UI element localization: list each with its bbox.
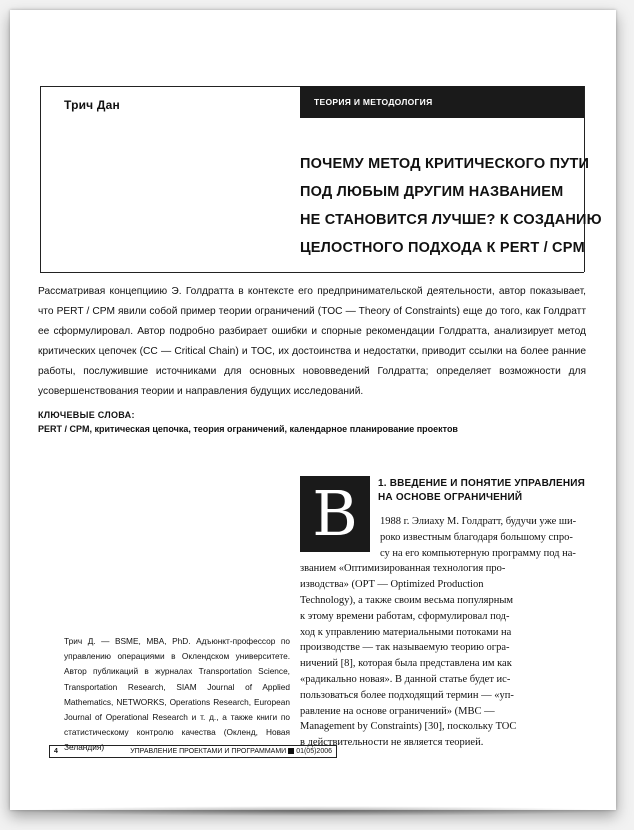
journal-name: УПРАВЛЕНИЕ ПРОЕКТАМИ И ПРОГРАММАМИ <box>130 748 287 755</box>
journal-info <box>130 746 332 757</box>
header-bottom-rule <box>40 272 584 273</box>
body-line: званием «Оптимизированная технология про- <box>300 563 506 575</box>
body-line: ничений [8], которая была представлена им как <box>300 658 512 670</box>
body-line: су на его компьютерную программу под на- <box>380 547 576 559</box>
body-line: в действительности не является теорией. <box>300 737 484 749</box>
keywords-list: PERT / CPM, критическая цепочка, теория ограничений, календарное планирование проектов <box>38 424 458 434</box>
section-heading-line: 1. ВВЕДЕНИЕ И ПОНЯТИЕ УПРАВЛЕНИЯ <box>378 478 586 489</box>
section-label: ТЕОРИЯ И МЕТОДОЛОГИЯ <box>300 86 584 118</box>
title-line: ПОД ЛЮБЫМ ДРУГИМ НАЗВАНИЕМ <box>300 184 564 200</box>
body-line: равление на основе ограничений» (MBC — <box>300 705 495 717</box>
title-line: ЦЕЛОСТНОГО ПОДХОДА К PERT / CPM <box>300 240 585 256</box>
section-heading-line: НА ОСНОВЕ ОГРАНИЧЕНИЙ <box>378 492 523 503</box>
body-line: роко известным благодаря большому спро- <box>380 531 573 543</box>
author-name: Трич Дан <box>64 98 120 112</box>
drop-cap: В <box>300 476 370 552</box>
title-line: НЕ СТАНОВИТСЯ ЛУЧШЕ? К СОЗДАНИЮ <box>300 212 602 228</box>
keywords-heading: КЛЮЧЕВЫЕ СЛОВА: <box>38 410 135 420</box>
page-number: 4 <box>54 748 58 755</box>
section-heading <box>378 477 588 505</box>
body-line: Technology), а также своим весьма популярным <box>300 594 514 606</box>
body-line: изводства» (OPT — Optimized Production <box>300 579 484 591</box>
author-note: Трич Д. — BSME, MBA, PhD. Адъюнкт-профессор по управлению операциями в Оклендском университете. Автор публикаций в журналах Transportation Science, Transportation Research, SIAM Journal of Applied Mathematics, NETWORKS, Operations Research, European Journal of Operational Research и т. д., а также книги по статистическому контролю качества (Окленд, Новая Зеландия) <box>64 636 290 753</box>
page-footer <box>49 745 337 758</box>
body-line: «радикально новая». В данной статье будет ис- <box>300 673 511 685</box>
abstract: Рассматривая концепциию Э. Голдратта в контексте его предпринимательской деятельности, автор показывает, что PERT / CPM явили собой пример теории ограничений (TOC — Theory of Constraints) еще до того, как Голдратт ее сформулировал. Автор подробно разбирает ошибки и спорные рекомендации Голдратта, анализирует метод критических цепочек (CC — Critical Chain) и TOC, их достоинства и недостатки, приводит ссылки на более ранние работы, послужившие источниками для основных нововведений Голдратта; определяет возможности для усовершенствования теории и направления будущих исследований. <box>38 286 586 397</box>
body-line: пользоваться более подходящий термин — «уп- <box>300 689 514 701</box>
body-line: 1988 г. Элиаху М. Голдратт, будучи уже ши- <box>380 516 577 527</box>
body-text <box>300 514 584 751</box>
journal-issue: 01(05)2006 <box>296 748 332 755</box>
square-bullet-icon <box>288 748 294 754</box>
body-line: ход к управлению материальными потоками на <box>300 626 512 638</box>
body-line: производстве — так называемую теорию огра- <box>300 642 510 654</box>
article-title <box>300 150 602 262</box>
body-line: Management by Constraints) [30], поскольку TOC <box>300 721 517 733</box>
header-left-rule <box>40 86 41 272</box>
body-line: к этому времени работам, сформулировал под- <box>300 610 510 622</box>
page-shadow <box>14 806 612 816</box>
title-line: ПОЧЕМУ МЕТОД КРИТИЧЕСКОГО ПУТИ <box>300 156 590 172</box>
